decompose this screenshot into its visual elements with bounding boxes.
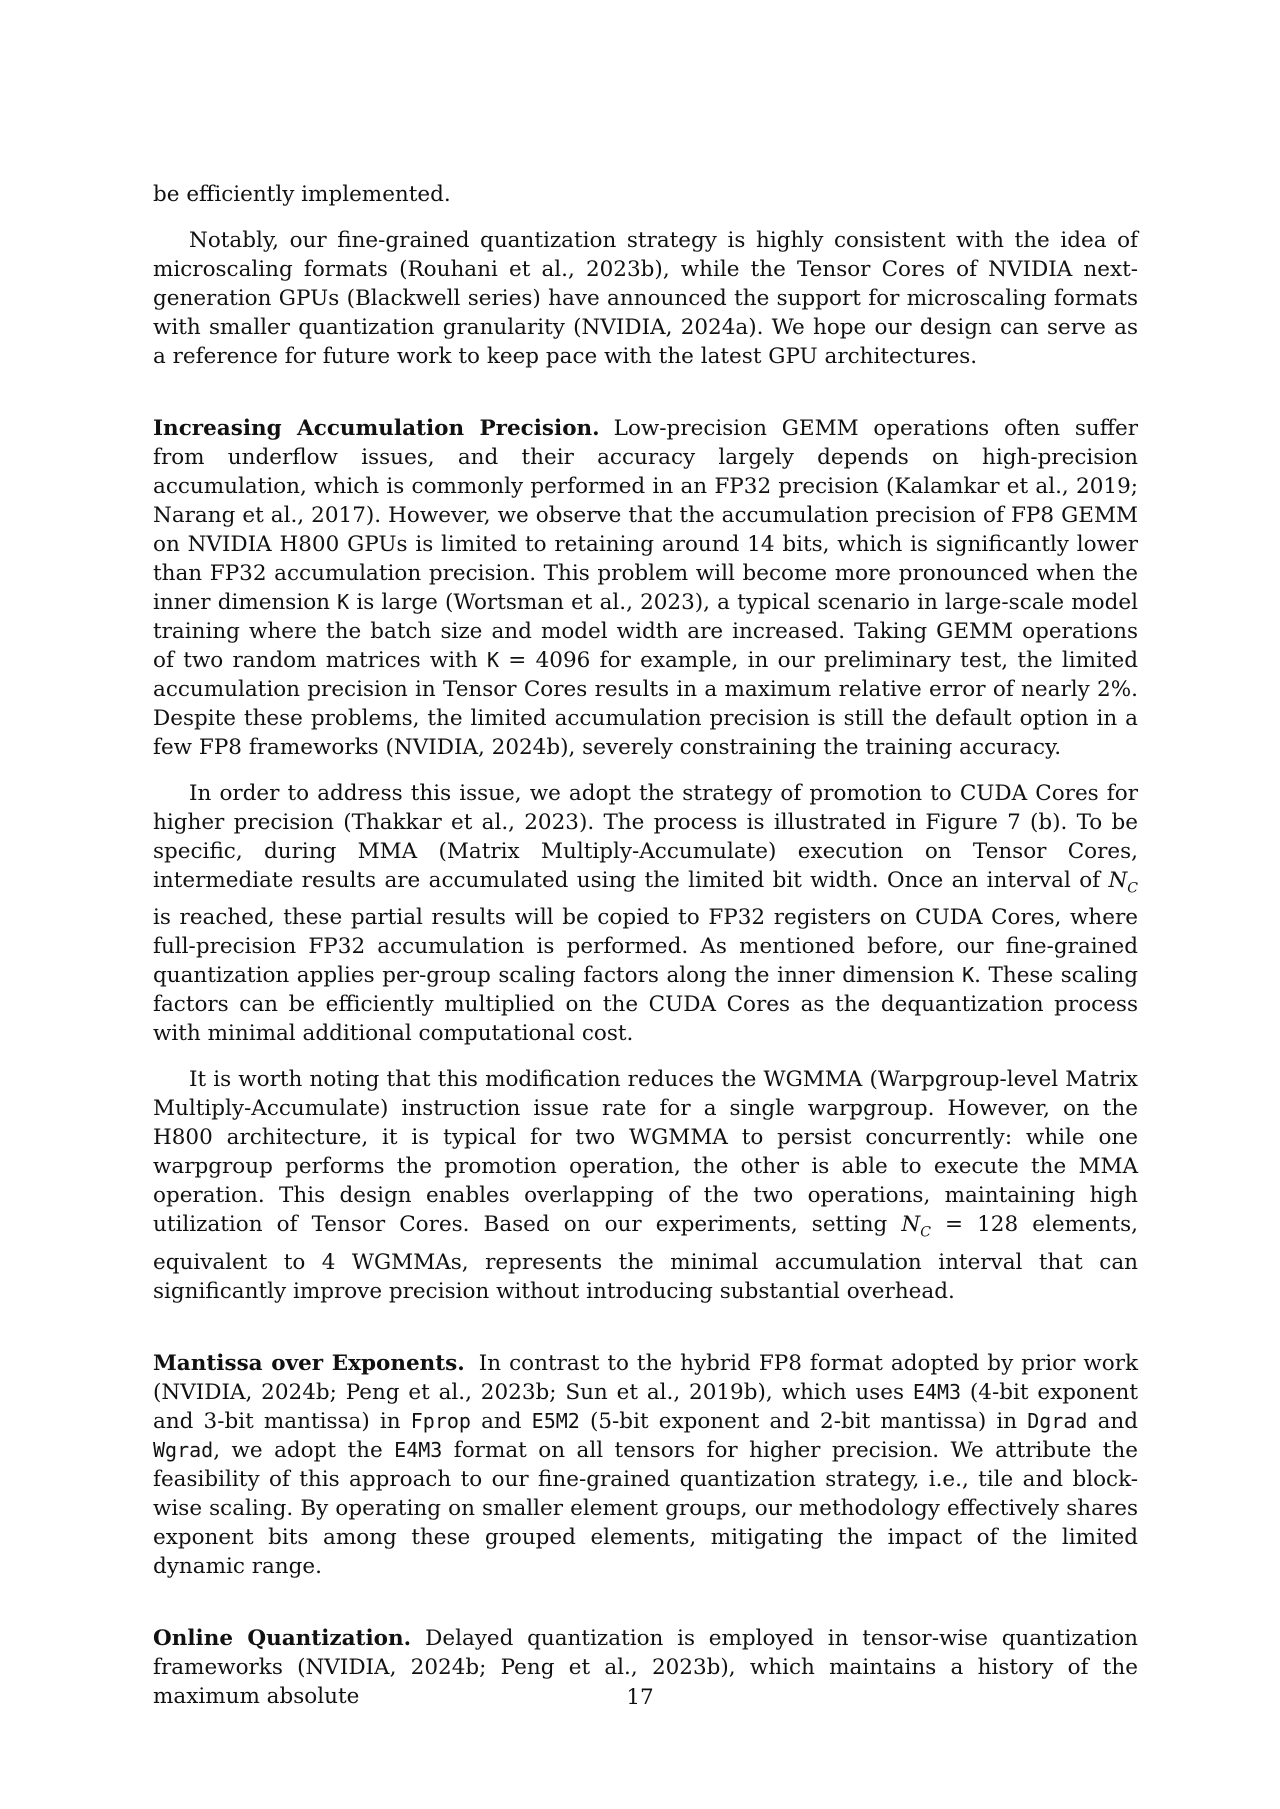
inline-code: K: [962, 963, 975, 988]
section-heading: Online Quantization.: [153, 1625, 412, 1651]
section-online-quantization: Online Quantization. Delayed quantization is employed in tensor-wise quantization frameworks (NVIDIA, 2024b; Peng et al., 2023b), which maintains a history of the maximum absolute: [153, 1625, 1138, 1709]
inline-code: Fprop: [410, 1408, 471, 1433]
inline-code: K: [486, 648, 500, 672]
section-accumulation-precision: Increasing Accumulation Precision. Low-precision GEMM operations often suffer from underflow issues, and their accuracy largely depends on high-precision accumulation, which is commonly performed in an FP32 precision (Kalamkar et al., 2019; Narang et al., 2017). However, we observe that the accumulation precision of FP8 GEMM on NVIDIA H800 GPUs is limited to retaining around 14 bits, which is significantly lower than FP32 accumulation precision. This problem will become more pronounced when the inner dimension K is large (Wortsman et al., 2023), a typical scenario in large-scale model training where the batch size and model width are increased. Taking GEMM operations of two random matrices with K = 4096 for example, in our preliminary test, the limited accumulation precision in Tensor Cores results in a maximum relative error of nearly 2%. Despite these problems, the limited accumulation precision is still the default option in a few FP8 frameworks (NVIDIA, 2024b), severely constraining the training accuracy.: [153, 416, 1138, 760]
paragraph-wgmma: It is worth noting that this modification reduces the WGMMA (Warpgroup-level Matrix Multiply-Accumulate) instruction issue rate for a single warpgroup. However, on the H800 architecture, it is typical for two WGMMA to persist concurrently: while one warpgroup performs the promotion operation, the other is able to execute the MMA operation. This design enables overlapping of the two operations, maintaining high utilization of Tensor Cores. Based on our experiments, setting $N_C = 128$ elements, equivalent to 4 WGMMAs, represents the minimal accumulation interval that can significantly improve precision without introducing substantial overhead.: [153, 1067, 1139, 1304]
inline-code: E4M3: [912, 1379, 962, 1404]
inline-code: Dgrad: [1027, 1408, 1088, 1433]
inline-code: Wgrad: [153, 1437, 214, 1462]
math-nc: $N_C$: [901, 1212, 931, 1241]
inline-code: E5M2: [531, 1408, 580, 1433]
section-heading: Mantissa over Exponents.: [153, 1350, 465, 1376]
inline-code: E4M3: [394, 1437, 443, 1462]
paragraph-microscaling: [153, 226, 1138, 371]
paragraph-text: be efficiently implemented.: [153, 182, 451, 207]
math-nc: $N_C$: [1108, 868, 1138, 897]
paragraph-continuation: [153, 180, 1138, 209]
paragraph-text: Notably, our fine-grained quantization strategy is highly consistent with the idea of microscaling formats (Rouhani et al., 2023b), while the Tensor Cores of NVIDIA next-generation GPUs (Blackwell series) have announced the support for microscaling formats with smaller quantization granularity (NVIDIA, 2024a). We hope our design can serve as a reference for future work to keep pace with the latest GPU architectures.: [153, 228, 1138, 369]
paragraph-promotion: In order to address this issue, we adopt the strategy of promotion to CUDA Cores for higher precision (Thakkar et al., 2023). The process is illustrated in Figure 7 (b). To be specific, during MMA (Matrix Multiply-Accumulate) execution on Tensor Cores, intermediate results are accumulated using the limited bit width. Once an interval of $N_C$ is reached, these partial results will be copied to FP32 registers on CUDA Cores, where full-precision FP32 accumulation is performed. As mentioned before, our fine-grained quantization applies per-group scaling factors along the inner dimension K. These scaling factors can be efficiently multiplied on the CUDA Cores as the dequantization process with minimal additional computational cost.: [153, 781, 1138, 1047]
paper-page: [153, 180, 1138, 1728]
inline-code: K: [337, 590, 350, 614]
section-mantissa-over-exponents: Mantissa over Exponents. In contrast to the hybrid FP8 format adopted by prior work (NVIDIA, 2024b; Peng et al., 2023b; Sun et al., 2019b), which uses E4M3 (4-bit exponent and 3-bit mantissa) in Fprop and E5M2 (5-bit exponent and 2-bit mantissa) in Dgrad and Wgrad, we adopt the E4M3 format on all tensors for higher precision. We attribute the feasibility of this approach to our fine-grained quantization strategy, i.e., tile and block-wise scaling. By operating on smaller element groups, our methodology effectively shares exponent bits among these grouped elements, mitigating the impact of the limited dynamic range.: [153, 1350, 1139, 1579]
page-number: 17: [626, 1685, 654, 1710]
section-heading: Increasing Accumulation Precision.: [153, 416, 600, 441]
